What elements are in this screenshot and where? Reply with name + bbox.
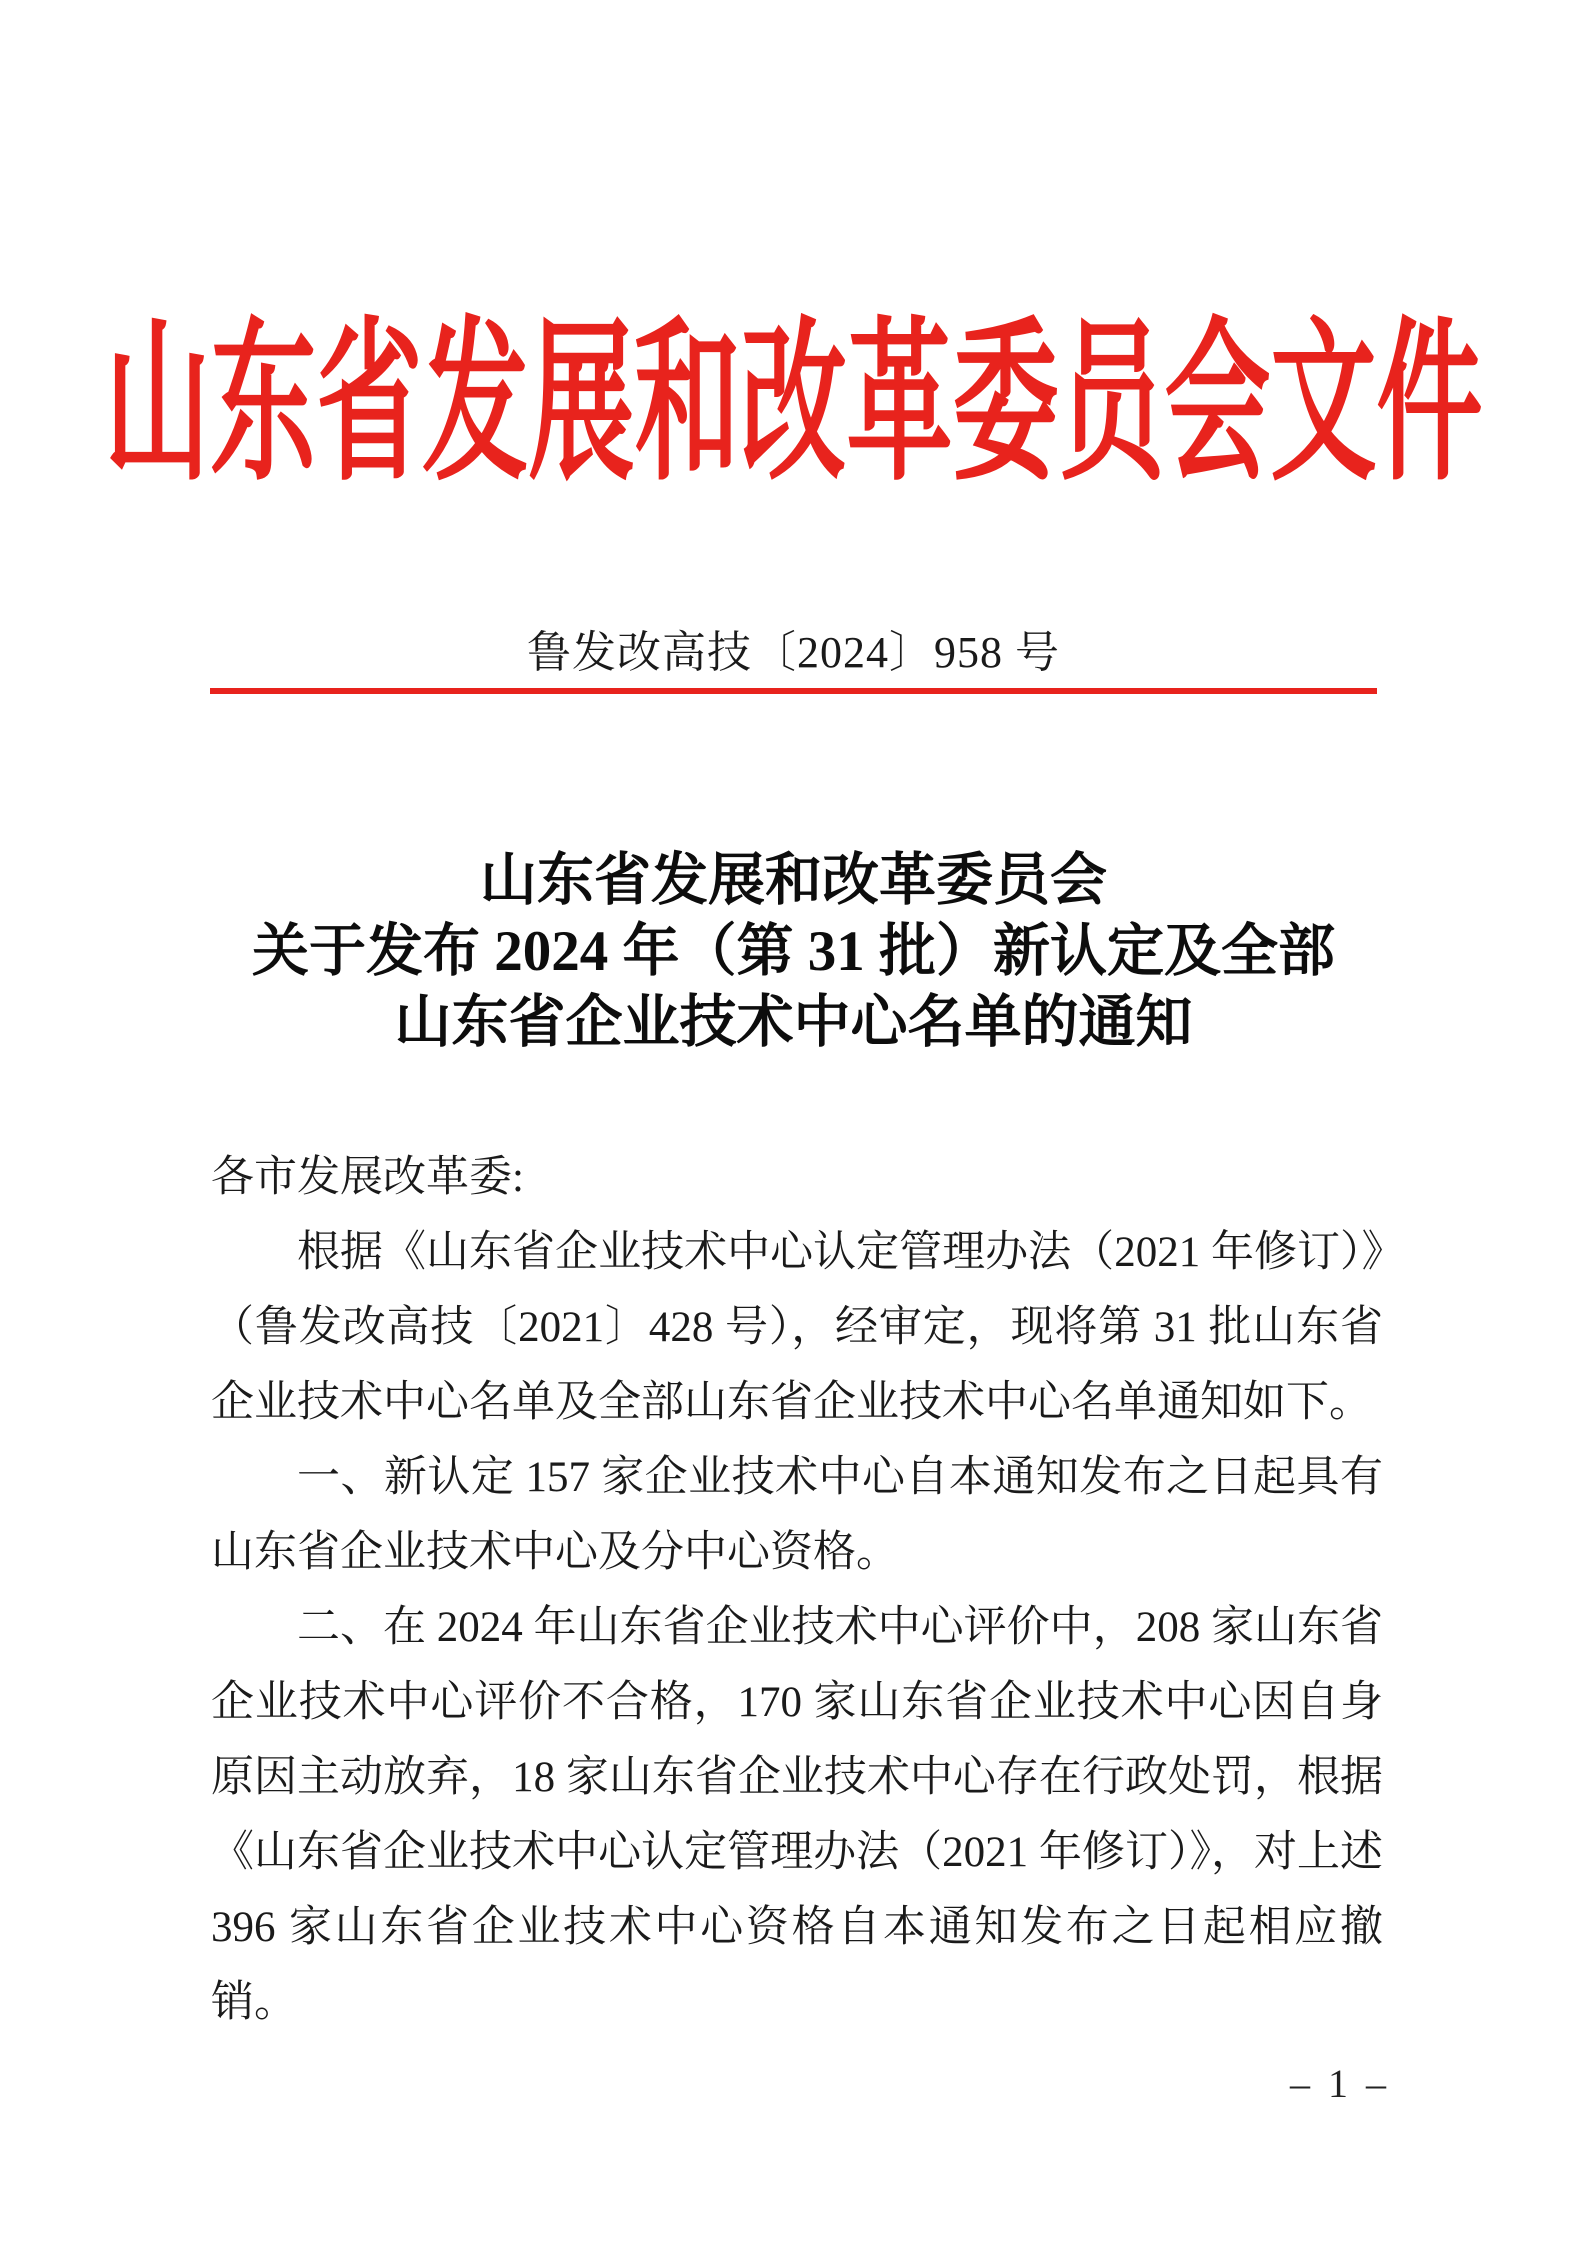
body-paragraph: 根据《山东省企业技术中心认定管理办法（2021 年修订）》（鲁发改高技〔2021〕428 号），经审定，现将第 31 批山东省企业技术中心名单及全部山东省企业技术中心名单通知如下。 <box>211 1229 1383 1426</box>
salutation: 各市发展改革委: <box>211 1154 524 1201</box>
body-paragraph: 二、在 2024 年山东省企业技术中心评价中，208 家山东省企业技术中心评价不合格，170 家山东省企业技术中心因自身原因主动放弃，18 家山东省企业技术中心存在行政处罚，根据《山东省企业技术中心认定管理办法（2021 年修订）》，对上述 396 家山东省企业技术中心资格自本通知发布之日起相应撤销。 <box>211 1604 1383 2026</box>
page-number: – 1 – <box>1290 2061 1390 2106</box>
document-header-title: 山东省发展和改革委员会文件 <box>104 308 1483 502</box>
document-body <box>211 1140 1383 2040</box>
notice-title <box>0 845 1587 1058</box>
document-number: 鲁发改高技〔2024〕958 号 <box>527 628 1060 677</box>
notice-title-line-1: 山东省发展和改革委员会 <box>480 849 1107 912</box>
red-divider-line <box>210 688 1377 694</box>
notice-title-line-3: 山东省企业技术中心名单的通知 <box>394 991 1193 1054</box>
notice-title-line-2: 关于发布 2024 年（第 31 批）新认定及全部 <box>252 920 1335 983</box>
body-paragraph: 一、新认定 157 家企业技术中心自本通知发布之日起具有山东省企业技术中心及分中心资格。 <box>211 1454 1383 1576</box>
